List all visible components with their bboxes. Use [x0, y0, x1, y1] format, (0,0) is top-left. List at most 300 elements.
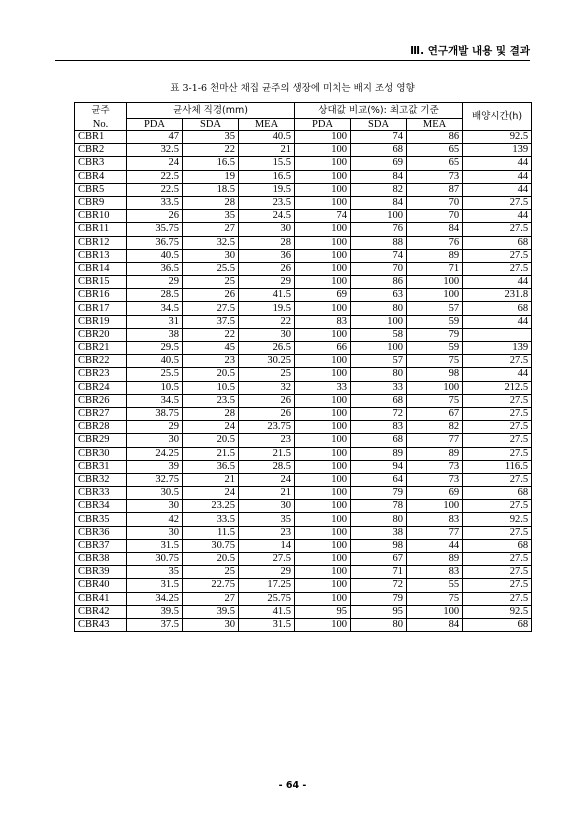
table-row — [75, 170, 532, 183]
value-cell: 38 — [127, 328, 183, 341]
value-cell: 72 — [351, 407, 407, 420]
value-cell: 68 — [351, 144, 407, 157]
value-cell: 89 — [351, 447, 407, 460]
header-culture-time: 배양시간(h) — [463, 103, 532, 131]
strain-id-cell: CBR29 — [75, 434, 127, 447]
value-cell: 27.5 — [463, 421, 532, 434]
value-cell: 36.75 — [127, 236, 183, 249]
value-cell: 79 — [351, 487, 407, 500]
value-cell: 28.5 — [127, 289, 183, 302]
value-cell: 100 — [295, 196, 351, 209]
value-cell: 77 — [407, 434, 463, 447]
value-cell: 27.5 — [183, 302, 239, 315]
value-cell: 27.5 — [463, 553, 532, 566]
value-cell: 22.75 — [183, 579, 239, 592]
value-cell: 68 — [463, 236, 532, 249]
value-cell: 44 — [463, 276, 532, 289]
header-sub: MEA — [407, 119, 463, 131]
table-row — [75, 236, 532, 249]
value-cell: 24 — [183, 487, 239, 500]
value-cell: 23.5 — [183, 394, 239, 407]
strain-id-cell: CBR9 — [75, 196, 127, 209]
value-cell: 35 — [127, 566, 183, 579]
value-cell: 27.5 — [463, 262, 532, 275]
value-cell: 21.5 — [183, 447, 239, 460]
value-cell: 69 — [407, 487, 463, 500]
value-cell: 31.5 — [239, 618, 295, 631]
value-cell: 27.5 — [463, 526, 532, 539]
value-cell: 69 — [351, 157, 407, 170]
value-cell: 41.5 — [239, 289, 295, 302]
value-cell: 35 — [183, 210, 239, 223]
value-cell: 45 — [183, 342, 239, 355]
value-cell: 68 — [463, 539, 532, 552]
value-cell: 44 — [463, 157, 532, 170]
table-row — [75, 605, 532, 618]
value-cell: 30 — [239, 223, 295, 236]
value-cell: 92.5 — [463, 605, 532, 618]
value-cell: 33 — [351, 381, 407, 394]
value-cell: 19 — [183, 170, 239, 183]
strain-id-cell: CBR1 — [75, 131, 127, 144]
header-strain: 균주 — [75, 103, 127, 119]
header-rule — [55, 60, 530, 61]
value-cell: 98 — [407, 368, 463, 381]
value-cell: 40.5 — [127, 355, 183, 368]
value-cell: 77 — [407, 526, 463, 539]
value-cell: 23 — [239, 526, 295, 539]
strain-id-cell: CBR31 — [75, 460, 127, 473]
value-cell: 84 — [351, 196, 407, 209]
value-cell: 75 — [407, 394, 463, 407]
value-cell: 57 — [407, 302, 463, 315]
value-cell: 65 — [407, 157, 463, 170]
value-cell: 100 — [295, 157, 351, 170]
value-cell: 75 — [407, 592, 463, 605]
value-cell: 82 — [407, 421, 463, 434]
value-cell: 71 — [351, 566, 407, 579]
value-cell: 36.5 — [127, 262, 183, 275]
header-sub: SDA — [351, 119, 407, 131]
value-cell: 38.75 — [127, 407, 183, 420]
value-cell: 100 — [295, 434, 351, 447]
value-cell: 86 — [351, 276, 407, 289]
strain-id-cell: CBR40 — [75, 579, 127, 592]
value-cell: 55 — [407, 579, 463, 592]
table-row — [75, 368, 532, 381]
table-row — [75, 302, 532, 315]
strain-id-cell: CBR15 — [75, 276, 127, 289]
value-cell — [463, 328, 532, 341]
value-cell: 66 — [295, 342, 351, 355]
value-cell: 100 — [295, 618, 351, 631]
value-cell: 70 — [407, 196, 463, 209]
value-cell: 44 — [463, 210, 532, 223]
table-row — [75, 447, 532, 460]
value-cell: 87 — [407, 183, 463, 196]
value-cell: 32.75 — [127, 473, 183, 486]
value-cell: 74 — [295, 210, 351, 223]
value-cell: 23 — [183, 355, 239, 368]
value-cell: 100 — [295, 460, 351, 473]
value-cell: 37.5 — [127, 618, 183, 631]
strain-id-cell: CBR13 — [75, 249, 127, 262]
value-cell: 73 — [407, 170, 463, 183]
value-cell: 23.75 — [239, 421, 295, 434]
value-cell: 29.5 — [127, 342, 183, 355]
value-cell: 68 — [463, 302, 532, 315]
table-row — [75, 434, 532, 447]
value-cell: 100 — [295, 526, 351, 539]
value-cell: 83 — [407, 566, 463, 579]
value-cell: 74 — [351, 249, 407, 262]
value-cell: 100 — [295, 513, 351, 526]
value-cell: 30.75 — [183, 539, 239, 552]
value-cell: 79 — [407, 328, 463, 341]
value-cell: 71 — [407, 262, 463, 275]
table-row — [75, 473, 532, 486]
value-cell: 33.5 — [127, 196, 183, 209]
value-cell: 27.5 — [463, 407, 532, 420]
value-cell: 27.5 — [463, 473, 532, 486]
table-row — [75, 342, 532, 355]
value-cell: 23.5 — [239, 196, 295, 209]
value-cell: 84 — [407, 618, 463, 631]
value-cell: 231.8 — [463, 289, 532, 302]
value-cell: 100 — [295, 144, 351, 157]
value-cell: 22 — [183, 328, 239, 341]
value-cell: 27.5 — [463, 447, 532, 460]
value-cell: 70 — [351, 262, 407, 275]
strain-id-cell: CBR41 — [75, 592, 127, 605]
table-row — [75, 500, 532, 513]
strain-id-cell: CBR12 — [75, 236, 127, 249]
value-cell: 100 — [295, 539, 351, 552]
value-cell: 100 — [407, 289, 463, 302]
value-cell: 27.5 — [463, 434, 532, 447]
strain-id-cell: CBR26 — [75, 394, 127, 407]
value-cell: 59 — [407, 342, 463, 355]
value-cell: 18.5 — [183, 183, 239, 196]
value-cell: 30.25 — [239, 355, 295, 368]
strain-id-cell: CBR10 — [75, 210, 127, 223]
value-cell: 94 — [351, 460, 407, 473]
value-cell: 30 — [239, 328, 295, 341]
table-row — [75, 460, 532, 473]
value-cell: 68 — [463, 487, 532, 500]
value-cell: 76 — [407, 236, 463, 249]
value-cell: 20.5 — [183, 368, 239, 381]
strain-id-cell: CBR4 — [75, 170, 127, 183]
value-cell: 67 — [407, 407, 463, 420]
value-cell: 40.5 — [127, 249, 183, 262]
value-cell: 24 — [183, 421, 239, 434]
value-cell: 100 — [295, 473, 351, 486]
value-cell: 79 — [351, 592, 407, 605]
chapter-header: Ⅲ. 연구개발 내용 및 결과 — [410, 45, 530, 57]
value-cell: 73 — [407, 460, 463, 473]
value-cell: 39 — [127, 460, 183, 473]
value-cell: 78 — [351, 500, 407, 513]
table-row — [75, 407, 532, 420]
strain-id-cell: CBR23 — [75, 368, 127, 381]
strain-id-cell: CBR27 — [75, 407, 127, 420]
value-cell: 30 — [183, 618, 239, 631]
value-cell: 100 — [351, 315, 407, 328]
value-cell: 27.5 — [239, 553, 295, 566]
value-cell: 89 — [407, 249, 463, 262]
value-cell: 100 — [295, 170, 351, 183]
value-cell: 39.5 — [127, 605, 183, 618]
strain-id-cell: CBR11 — [75, 223, 127, 236]
value-cell: 19.5 — [239, 302, 295, 315]
value-cell: 70 — [407, 210, 463, 223]
value-cell: 23.25 — [183, 500, 239, 513]
value-cell: 44 — [463, 183, 532, 196]
value-cell: 80 — [351, 513, 407, 526]
strain-medium-table — [74, 102, 532, 632]
table-row — [75, 355, 532, 368]
value-cell: 100 — [351, 210, 407, 223]
value-cell: 100 — [295, 421, 351, 434]
value-cell: 68 — [351, 394, 407, 407]
value-cell: 16.5 — [183, 157, 239, 170]
strain-id-cell: CBR19 — [75, 315, 127, 328]
value-cell: 33 — [295, 381, 351, 394]
value-cell: 11.5 — [183, 526, 239, 539]
value-cell: 72 — [351, 579, 407, 592]
value-cell: 26 — [183, 289, 239, 302]
value-cell: 100 — [295, 183, 351, 196]
value-cell: 100 — [295, 276, 351, 289]
value-cell: 28 — [183, 407, 239, 420]
value-cell: 39.5 — [183, 605, 239, 618]
value-cell: 28 — [183, 196, 239, 209]
value-cell: 27 — [183, 592, 239, 605]
value-cell: 84 — [407, 223, 463, 236]
value-cell: 25 — [239, 368, 295, 381]
value-cell: 32.5 — [127, 144, 183, 157]
value-cell: 21.5 — [239, 447, 295, 460]
value-cell: 100 — [407, 381, 463, 394]
table-row — [75, 618, 532, 631]
header-relative-group: 상대값 비교(%): 최고값 기준 — [295, 103, 463, 119]
value-cell: 100 — [295, 566, 351, 579]
value-cell: 86 — [407, 131, 463, 144]
value-cell: 10.5 — [127, 381, 183, 394]
value-cell: 27.5 — [463, 223, 532, 236]
strain-id-cell: CBR39 — [75, 566, 127, 579]
value-cell: 38 — [351, 526, 407, 539]
value-cell: 26.5 — [239, 342, 295, 355]
table-row — [75, 196, 532, 209]
value-cell: 58 — [351, 328, 407, 341]
value-cell: 34.5 — [127, 302, 183, 315]
table-row — [75, 579, 532, 592]
value-cell: 139 — [463, 144, 532, 157]
value-cell: 27.5 — [463, 355, 532, 368]
value-cell: 30.5 — [127, 487, 183, 500]
header-sub: PDA — [295, 119, 351, 131]
value-cell: 23 — [239, 434, 295, 447]
value-cell: 36.5 — [183, 460, 239, 473]
value-cell: 80 — [351, 368, 407, 381]
strain-id-cell: CBR14 — [75, 262, 127, 275]
table-caption: 표 3-1-6 천마산 채집 균주의 생장에 미치는 배지 조성 영향 — [170, 83, 415, 94]
value-cell: 100 — [407, 276, 463, 289]
value-cell: 100 — [295, 368, 351, 381]
table-row — [75, 328, 532, 341]
value-cell: 22.5 — [127, 170, 183, 183]
value-cell: 33.5 — [183, 513, 239, 526]
value-cell: 82 — [351, 183, 407, 196]
table-row — [75, 315, 532, 328]
strain-id-cell: CBR33 — [75, 487, 127, 500]
value-cell: 59 — [407, 315, 463, 328]
value-cell: 65 — [407, 144, 463, 157]
value-cell: 100 — [295, 328, 351, 341]
value-cell: 22.5 — [127, 183, 183, 196]
table-row — [75, 487, 532, 500]
value-cell: 100 — [351, 342, 407, 355]
table-row — [75, 381, 532, 394]
value-cell: 27.5 — [463, 394, 532, 407]
value-cell: 100 — [295, 407, 351, 420]
value-cell: 30 — [127, 500, 183, 513]
value-cell: 16.5 — [239, 170, 295, 183]
value-cell: 32 — [239, 381, 295, 394]
value-cell: 35 — [239, 513, 295, 526]
value-cell: 27.5 — [463, 249, 532, 262]
table-row — [75, 144, 532, 157]
table-row — [75, 539, 532, 552]
value-cell: 28 — [239, 236, 295, 249]
header-sub: SDA — [183, 119, 239, 131]
value-cell: 29 — [127, 276, 183, 289]
value-cell: 25.5 — [127, 368, 183, 381]
strain-id-cell: CBR43 — [75, 618, 127, 631]
value-cell: 92.5 — [463, 513, 532, 526]
value-cell: 80 — [351, 618, 407, 631]
value-cell: 42 — [127, 513, 183, 526]
value-cell: 14 — [239, 539, 295, 552]
value-cell: 67 — [351, 553, 407, 566]
table-row — [75, 210, 532, 223]
table-row — [75, 131, 532, 144]
value-cell: 24 — [239, 473, 295, 486]
value-cell: 21 — [183, 473, 239, 486]
value-cell: 95 — [295, 605, 351, 618]
strain-id-cell: CBR42 — [75, 605, 127, 618]
value-cell: 100 — [295, 355, 351, 368]
strain-id-cell: CBR22 — [75, 355, 127, 368]
value-cell: 22 — [239, 315, 295, 328]
table-row — [75, 566, 532, 579]
value-cell: 29 — [239, 566, 295, 579]
value-cell: 100 — [295, 249, 351, 262]
value-cell: 15.5 — [239, 157, 295, 170]
table-row — [75, 394, 532, 407]
value-cell: 37.5 — [183, 315, 239, 328]
value-cell: 80 — [351, 302, 407, 315]
table-row — [75, 289, 532, 302]
value-cell: 20.5 — [183, 553, 239, 566]
value-cell: 30 — [127, 434, 183, 447]
table-row — [75, 526, 532, 539]
value-cell: 100 — [295, 236, 351, 249]
value-cell: 68 — [351, 434, 407, 447]
value-cell: 20.5 — [183, 434, 239, 447]
table-body — [75, 131, 532, 632]
value-cell: 27.5 — [463, 566, 532, 579]
strain-id-cell: CBR37 — [75, 539, 127, 552]
header-sub: MEA — [239, 119, 295, 131]
value-cell: 139 — [463, 342, 532, 355]
strain-id-cell: CBR32 — [75, 473, 127, 486]
value-cell: 100 — [295, 262, 351, 275]
strain-id-cell: CBR24 — [75, 381, 127, 394]
table-row — [75, 421, 532, 434]
value-cell: 100 — [295, 302, 351, 315]
value-cell: 88 — [351, 236, 407, 249]
value-cell: 27 — [183, 223, 239, 236]
value-cell: 74 — [351, 131, 407, 144]
value-cell: 22 — [183, 144, 239, 157]
value-cell: 100 — [295, 394, 351, 407]
value-cell: 41.5 — [239, 605, 295, 618]
value-cell: 30 — [183, 249, 239, 262]
table-row — [75, 592, 532, 605]
value-cell: 32.5 — [183, 236, 239, 249]
value-cell: 100 — [295, 223, 351, 236]
value-cell: 30 — [239, 500, 295, 513]
value-cell: 92.5 — [463, 131, 532, 144]
value-cell: 10.5 — [183, 381, 239, 394]
value-cell: 27.5 — [463, 500, 532, 513]
value-cell: 44 — [463, 170, 532, 183]
value-cell: 21 — [239, 144, 295, 157]
value-cell: 69 — [295, 289, 351, 302]
value-cell: 44 — [463, 368, 532, 381]
value-cell: 35.75 — [127, 223, 183, 236]
value-cell: 47 — [127, 131, 183, 144]
strain-id-cell: CBR28 — [75, 421, 127, 434]
page-number: - 64 - — [278, 780, 307, 791]
value-cell: 84 — [351, 170, 407, 183]
value-cell: 100 — [295, 553, 351, 566]
value-cell: 75 — [407, 355, 463, 368]
value-cell: 25.75 — [239, 592, 295, 605]
strain-id-cell: CBR3 — [75, 157, 127, 170]
strain-id-cell: CBR34 — [75, 500, 127, 513]
value-cell: 64 — [351, 473, 407, 486]
value-cell: 29 — [239, 276, 295, 289]
strain-id-cell: CBR5 — [75, 183, 127, 196]
value-cell: 26 — [127, 210, 183, 223]
strain-id-cell: CBR35 — [75, 513, 127, 526]
value-cell: 100 — [407, 605, 463, 618]
value-cell: 100 — [295, 447, 351, 460]
value-cell: 44 — [463, 315, 532, 328]
value-cell: 95 — [351, 605, 407, 618]
strain-id-cell: CBR30 — [75, 447, 127, 460]
value-cell: 57 — [351, 355, 407, 368]
value-cell: 89 — [407, 447, 463, 460]
value-cell: 17.25 — [239, 579, 295, 592]
value-cell: 36 — [239, 249, 295, 262]
value-cell: 35 — [183, 131, 239, 144]
value-cell: 83 — [295, 315, 351, 328]
